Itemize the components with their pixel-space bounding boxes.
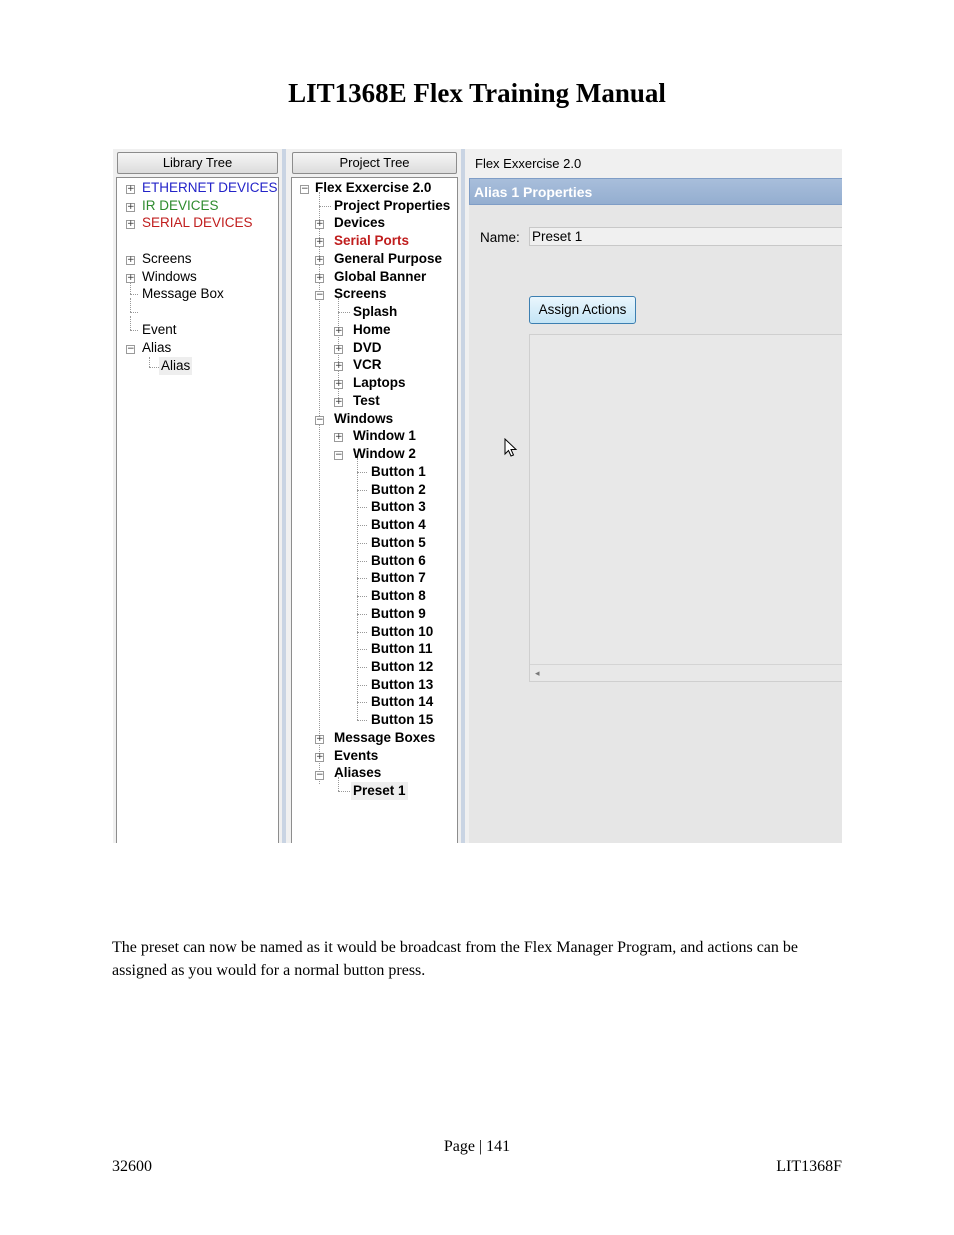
expand-plus-icon[interactable]: + (316, 219, 324, 229)
actions-list[interactable] (529, 334, 842, 682)
library-tree-button[interactable]: Library Tree (117, 152, 278, 174)
tree-connector (130, 298, 131, 312)
expand-minus-icon[interactable]: − (316, 290, 324, 300)
library-item-message-box[interactable]: Message Box (142, 286, 224, 301)
tree-connector (357, 614, 367, 615)
tree-connector (357, 561, 367, 562)
tree-button-item[interactable]: Button 9 (371, 606, 426, 621)
project-item-general-purpose[interactable]: General Purpose (334, 251, 443, 266)
expand-plus-icon[interactable]: + (316, 752, 324, 762)
expand-plus-icon[interactable]: + (335, 379, 343, 389)
expand-minus-icon[interactable]: − (335, 450, 343, 460)
expand-plus-icon[interactable]: + (127, 273, 135, 283)
tree-connector (357, 525, 367, 526)
project-item-global-banner[interactable]: Global Banner (334, 269, 427, 284)
expand-minus-icon[interactable]: − (316, 770, 324, 780)
tree-connector (357, 702, 367, 703)
assign-actions-button[interactable]: Assign Actions (529, 296, 636, 324)
project-item-aliases[interactable]: Aliases (334, 765, 382, 780)
properties-window-title: Flex Exxercise 2.0 (475, 156, 582, 171)
project-item-screens[interactable]: Screens (334, 286, 387, 301)
project-root[interactable]: Flex Exxercise 2.0 (315, 180, 432, 195)
tree-connector (338, 791, 350, 792)
tree-connector (357, 490, 367, 491)
name-label: Name: (480, 230, 520, 245)
tree-connector (357, 720, 367, 721)
tree-button-item[interactable]: Button 11 (371, 641, 433, 656)
app-screenshot (113, 149, 842, 843)
tree-connector (357, 458, 358, 720)
pane-splitter[interactable] (282, 149, 286, 843)
expand-plus-icon[interactable]: + (316, 255, 324, 265)
tree-button-item[interactable]: Button 7 (371, 570, 426, 585)
tree-connector (357, 578, 367, 579)
tree-connector (319, 206, 331, 207)
project-item-devices[interactable]: Devices (334, 215, 386, 230)
library-item-alias[interactable]: Alias (142, 340, 172, 355)
tree-button-item[interactable]: Button 15 (371, 712, 434, 727)
tree-button-item[interactable]: Button 4 (371, 517, 426, 532)
tree-connector (357, 649, 367, 650)
name-input[interactable]: Preset 1 (529, 227, 842, 246)
tree-button-item[interactable]: Button 14 (371, 694, 434, 709)
body-paragraph: The preset can now be named as it would be broadcast from the Flex Manager Program, and actions can be assigned as you would for a normal button press. (112, 939, 798, 979)
expand-minus-icon[interactable]: − (127, 344, 135, 354)
horizontal-scrollbar[interactable] (530, 664, 842, 665)
tree-button-item[interactable]: Button 2 (371, 482, 426, 497)
tree-button-item[interactable]: Button 12 (371, 659, 434, 674)
alias-preset-1[interactable]: Preset 1 (353, 783, 406, 798)
footer-right: LIT1368F (776, 1158, 842, 1175)
tree-connector (338, 312, 350, 313)
library-item-ir-devices[interactable]: IR DEVICES (142, 198, 219, 213)
screen-vcr[interactable]: VCR (353, 357, 382, 372)
expand-minus-icon[interactable]: − (316, 415, 324, 425)
tree-button-item[interactable]: Button 10 (371, 624, 434, 639)
library-item-ethernet-devices[interactable]: ETHERNET DEVICES (142, 180, 278, 195)
project-item-events[interactable]: Events (334, 748, 379, 763)
project-tree-button[interactable]: Project Tree (292, 152, 457, 174)
expand-plus-icon[interactable]: + (127, 219, 135, 229)
expand-plus-icon[interactable]: + (335, 344, 343, 354)
tree-connector (149, 367, 159, 368)
expand-minus-icon[interactable]: − (301, 184, 309, 194)
project-tree-pane (288, 149, 461, 843)
library-tree (116, 177, 279, 843)
project-tree (291, 177, 458, 843)
tree-button-item[interactable]: Button 6 (371, 553, 426, 568)
tree-connector (357, 507, 367, 508)
project-item-windows[interactable]: Windows (334, 411, 394, 426)
pane-splitter[interactable] (461, 149, 465, 843)
screen-laptops[interactable]: Laptops (353, 375, 406, 390)
window-2[interactable]: Window 2 (353, 446, 416, 461)
tree-button-item[interactable]: Button 13 (371, 677, 434, 692)
tree-button-item[interactable]: Button 5 (371, 535, 426, 550)
window-1[interactable]: Window 1 (353, 428, 416, 443)
screen-splash[interactable]: Splash (353, 304, 398, 319)
scroll-left-icon[interactable]: ◂ (535, 668, 540, 678)
tree-connector (149, 357, 150, 367)
tree-connector (130, 282, 131, 294)
tree-connector (130, 330, 138, 331)
expand-plus-icon[interactable]: + (335, 432, 343, 442)
mouse-cursor-icon (504, 438, 518, 458)
tree-connector (357, 685, 367, 686)
library-item-serial-devices[interactable]: SERIAL DEVICES (142, 215, 253, 230)
expand-plus-icon[interactable]: + (335, 397, 343, 407)
project-item-properties[interactable]: Project Properties (334, 198, 451, 213)
screen-dvd[interactable]: DVD (353, 340, 382, 355)
properties-header: Alias 1 Properties (469, 178, 842, 205)
library-tree-pane (113, 149, 282, 843)
tree-connector (130, 316, 131, 330)
tree-connector (357, 632, 367, 633)
tree-button-item[interactable]: Button 3 (371, 499, 426, 514)
tree-connector (357, 596, 367, 597)
expand-plus-icon[interactable]: + (127, 184, 135, 194)
expand-plus-icon[interactable]: + (335, 361, 343, 371)
tree-connector (357, 472, 367, 473)
library-item-alias-child[interactable]: Alias (161, 358, 191, 373)
expand-plus-icon[interactable]: + (127, 255, 135, 265)
tree-connector (130, 294, 138, 295)
library-item-screens[interactable]: Screens (142, 251, 192, 266)
library-item-windows[interactable]: Windows (142, 269, 197, 284)
tree-connector (130, 312, 138, 313)
footer-left: 32600 (112, 1158, 152, 1175)
screen-test[interactable]: Test (353, 393, 380, 408)
project-item-message-boxes[interactable]: Message Boxes (334, 730, 436, 745)
document-title: LIT1368E Flex Training Manual (288, 78, 666, 108)
tree-button-item[interactable]: Button 8 (371, 588, 426, 603)
expand-plus-icon[interactable]: + (316, 734, 324, 744)
tree-connector (357, 543, 367, 544)
expand-plus-icon[interactable]: + (335, 326, 343, 336)
expand-plus-icon[interactable]: + (316, 273, 324, 283)
tree-button-item[interactable]: Button 1 (371, 464, 426, 479)
project-item-serial-ports[interactable]: Serial Ports (334, 233, 410, 248)
page-number: Page | 141 (443, 1138, 511, 1155)
expand-plus-icon[interactable]: + (316, 237, 324, 247)
tree-connector (338, 777, 339, 791)
expand-plus-icon[interactable]: + (127, 202, 135, 212)
tree-connector (357, 667, 367, 668)
screen-home[interactable]: Home (353, 322, 391, 337)
library-item-event[interactable]: Event (142, 322, 177, 337)
